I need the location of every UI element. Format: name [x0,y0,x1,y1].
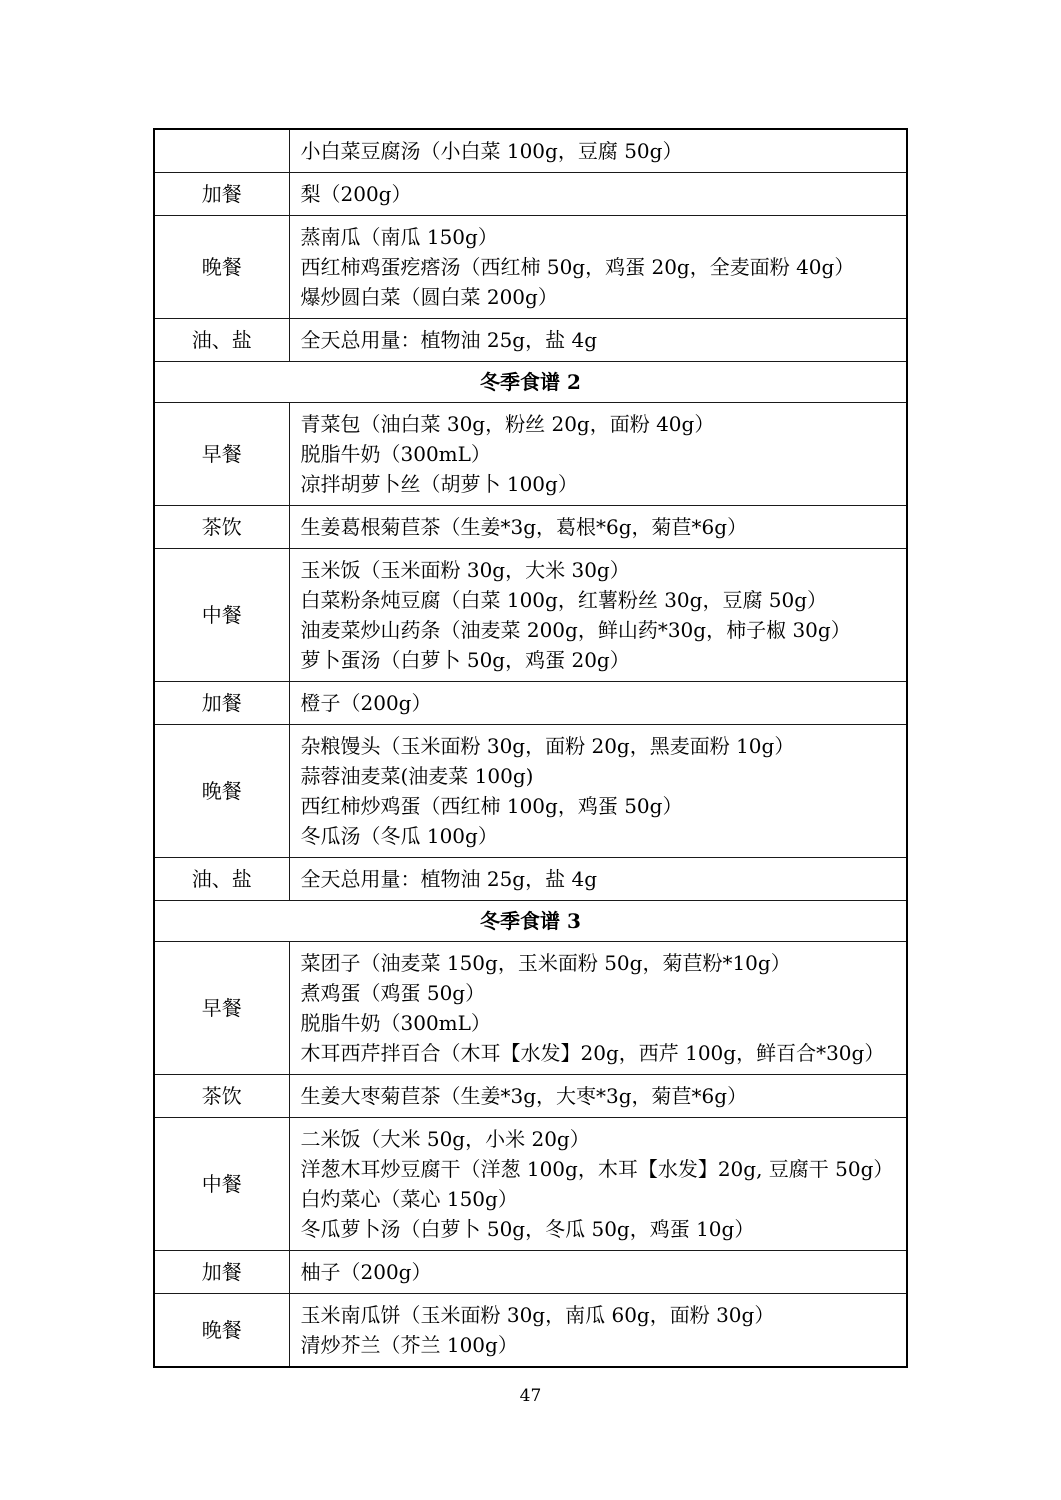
meal-row [154,173,907,216]
dish-line: 玉米南瓜饼（玉米面粉 30g，南瓜 60g，面粉 30g） [300,1303,775,1327]
meal-row [154,319,907,362]
dish-line: 冬瓜萝卜汤（白萝卜 50g，冬瓜 50g，鸡蛋 10g） [300,1217,755,1241]
section-header-row [154,362,907,403]
dish-line: 白灼菜心（菜心 150g） [300,1187,518,1211]
meal-content-cell [289,1075,907,1118]
meal-label: 茶饮 [154,506,289,549]
meal-content-cell [289,506,907,549]
meal-label: 中餐 [154,1118,289,1251]
dish-line: 全天总用量：植物油 25g，盐 4g [300,328,597,352]
dish-line: 木耳西芹拌百合（木耳【水发】20g，西芹 100g，鲜百合*30g） [300,1041,885,1065]
meal-label: 早餐 [154,403,289,506]
meal-row [154,216,907,319]
meal-row [154,506,907,549]
meal-row [154,725,907,858]
meal-row [154,1075,907,1118]
meal-row [154,403,907,506]
dish-line: 煮鸡蛋（鸡蛋 50g） [300,981,486,1005]
meal-content-cell [289,1118,907,1251]
dish-line: 生姜大枣菊苣茶（生姜*3g，大枣*3g，菊苣*6g） [300,1084,748,1108]
meal-content-cell [289,319,907,362]
dish-line: 西红柿炒鸡蛋（西红柿 100g，鸡蛋 50g） [300,794,683,818]
meal-label: 晚餐 [154,725,289,858]
meal-content-cell [289,549,907,682]
meal-content-cell [289,173,907,216]
dish-line: 橙子（200g） [300,691,432,715]
meal-label: 中餐 [154,549,289,682]
dish-line: 洋葱木耳炒豆腐干（洋葱 100g，木耳【水发】20g, 豆腐干 50g） [300,1157,894,1181]
meal-plan-table-body [154,129,907,1367]
meal-label: 晚餐 [154,216,289,319]
meal-row [154,942,907,1075]
meal-content-cell [289,129,907,173]
dish-line: 白菜粉条炖豆腐（白菜 100g，红薯粉丝 30g，豆腐 50g） [300,588,828,612]
dish-line: 柚子（200g） [300,1260,432,1284]
dish-line: 杂粮馒头（玉米面粉 30g，面粉 20g，黑麦面粉 10g） [300,734,795,758]
section-header: 冬季食谱 3 [154,901,907,942]
meal-label: 早餐 [154,942,289,1075]
meal-row [154,1251,907,1294]
dish-line: 凉拌胡萝卜丝（胡萝卜 100g） [300,472,578,496]
dish-line: 全天总用量：植物油 25g，盐 4g [300,867,597,891]
dish-line: 玉米饭（玉米面粉 30g，大米 30g） [300,558,630,582]
meal-row [154,682,907,725]
meal-plan-table [153,128,908,1368]
dish-line: 小白菜豆腐汤（小白菜 100g，豆腐 50g） [300,139,683,163]
meal-content-cell [289,216,907,319]
dish-line: 清炒芥兰（芥兰 100g） [300,1333,518,1357]
meal-label: 加餐 [154,1251,289,1294]
dish-line: 冬瓜汤（冬瓜 100g） [300,824,498,848]
meal-row [154,858,907,901]
section-header: 冬季食谱 2 [154,362,907,403]
meal-content-cell [289,1294,907,1368]
meal-content-cell [289,682,907,725]
meal-label: 加餐 [154,682,289,725]
meal-label: 加餐 [154,173,289,216]
meal-content-cell [289,403,907,506]
dish-line: 蒸南瓜（南瓜 150g） [300,225,498,249]
meal-label: 晚餐 [154,1294,289,1368]
dish-line: 脱脂牛奶（300mL） [300,442,491,466]
dish-line: 脱脂牛奶（300mL） [300,1011,491,1035]
dish-line: 西红柿鸡蛋疙瘩汤（西红柿 50g，鸡蛋 20g，全麦面粉 40g） [300,255,855,279]
meal-row [154,129,907,173]
meal-row [154,549,907,682]
dish-line: 爆炒圆白菜（圆白菜 200g） [300,285,558,309]
dish-line: 萝卜蛋汤（白萝卜 50g，鸡蛋 20g） [300,648,630,672]
meal-row [154,1294,907,1368]
dish-line: 菜团子（油麦菜 150g，玉米面粉 50g，菊苣粉*10g） [300,951,791,975]
page-number: 47 [519,1386,542,1406]
meal-label: 茶饮 [154,1075,289,1118]
meal-label: 油、盐 [154,858,289,901]
dish-line: 生姜葛根菊苣茶（生姜*3g，葛根*6g，菊苣*6g） [300,515,748,539]
meal-content-cell [289,725,907,858]
dish-line: 油麦菜炒山药条（油麦菜 200g，鲜山药*30g，柿子椒 30g） [300,618,851,642]
meal-label [154,129,289,173]
dish-line: 梨（200g） [300,182,412,206]
meal-row [154,1118,907,1251]
dish-line: 二米饭（大米 50g，小米 20g） [300,1127,590,1151]
meal-label: 油、盐 [154,319,289,362]
dish-line: 青菜包（油白菜 30g，粉丝 20g，面粉 40g） [300,412,715,436]
meal-content-cell [289,1251,907,1294]
meal-content-cell [289,858,907,901]
meal-content-cell [289,942,907,1075]
section-header-row [154,901,907,942]
dish-line: 蒜蓉油麦菜(油麦菜 100g) [300,764,534,788]
